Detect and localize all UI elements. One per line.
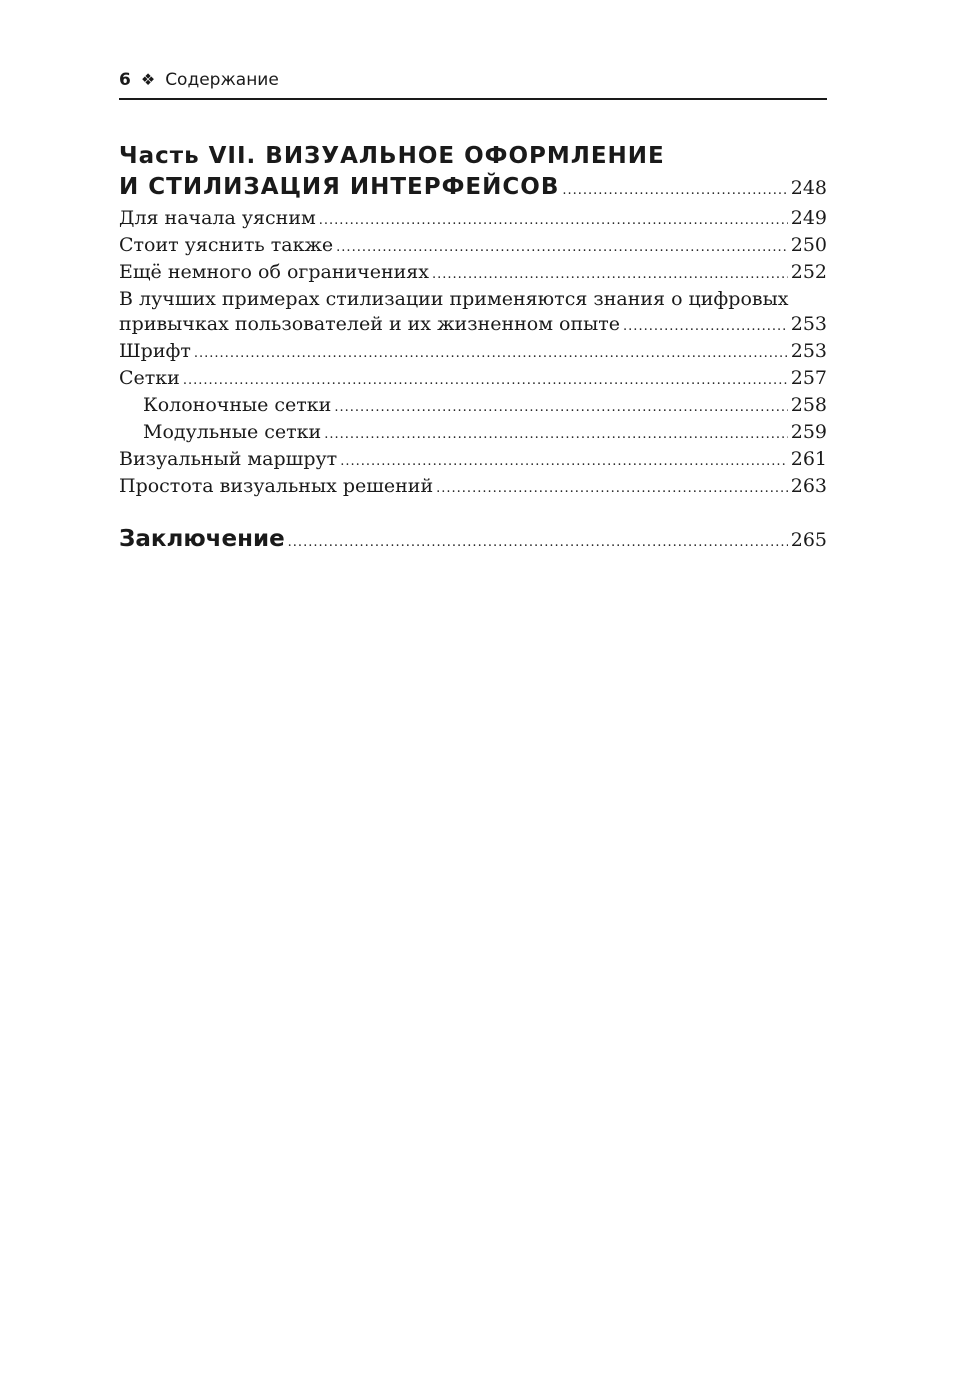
leader-dots [340,449,788,474]
entry-title: Визуальный маршрут [119,448,338,470]
leader-dots [194,341,788,366]
running-header [119,70,827,100]
toc-subentry [119,393,827,420]
entry-title: Ещё немного об ограничениях [119,261,430,283]
running-title: Содержание [165,70,279,90]
page-ref: 249 [790,207,827,229]
page-ref: 263 [790,475,827,497]
leader-dots [183,368,788,393]
entry-title: Модульные сетки [143,421,322,443]
entry-title-line1: В лучших примерах стилизации применяются знания о цифровых [119,288,789,310]
toc-entry [119,206,827,233]
page-ref: 257 [790,367,827,389]
leader-dots [336,235,788,260]
page-ref: 248 [790,177,827,199]
toc-entry [119,312,827,339]
leader-dots [334,395,787,420]
toc-entry [119,233,827,260]
entry-title-line2: привычках пользователей и их жизненном опыте [119,313,621,335]
leader-dots [288,530,788,555]
leader-dots [319,208,788,233]
toc-entry [119,447,827,474]
toc-part-entry [119,172,827,206]
toc-entry [119,474,827,501]
page-ref: 261 [790,448,827,470]
entry-title: Сетки [119,367,180,389]
part-title-line1: Часть VII. ВИЗУАЛЬНОЕ ОФОРМЛЕНИЕ [119,143,665,169]
page-ref: 253 [790,313,827,335]
table-of-contents [119,140,827,555]
entry-title: Стоит уяснить также [119,234,334,256]
toc-entry [119,339,827,366]
entry-title: Колоночные сетки [143,394,332,416]
leader-dots [324,422,788,447]
toc-entry [119,366,827,393]
leader-dots [562,176,787,206]
page-ref: 252 [790,261,827,283]
entry-title: Простота визуальных решений [119,475,434,497]
leader-dots [436,476,788,501]
page-ref: 258 [790,394,827,416]
conclusion-title: Заключение [119,526,285,552]
leader-dots [432,262,788,287]
toc-conclusion-entry [119,527,827,555]
toc-entry [119,260,827,287]
page-number: 6 [119,70,131,90]
entry-title: Шрифт [119,340,191,362]
page-ref: 250 [790,234,827,256]
page-ref: 259 [790,421,827,443]
ornament-icon: ❖ [140,70,156,89]
part-title-line2: И СТИЛИЗАЦИЯ ИНТЕРФЕЙСОВ [119,174,560,200]
entry-title: Для начала уясним [119,207,316,229]
toc-subentry [119,420,827,447]
leader-dots [623,314,788,339]
page-ref: 265 [790,529,827,551]
page-ref: 253 [790,340,827,362]
